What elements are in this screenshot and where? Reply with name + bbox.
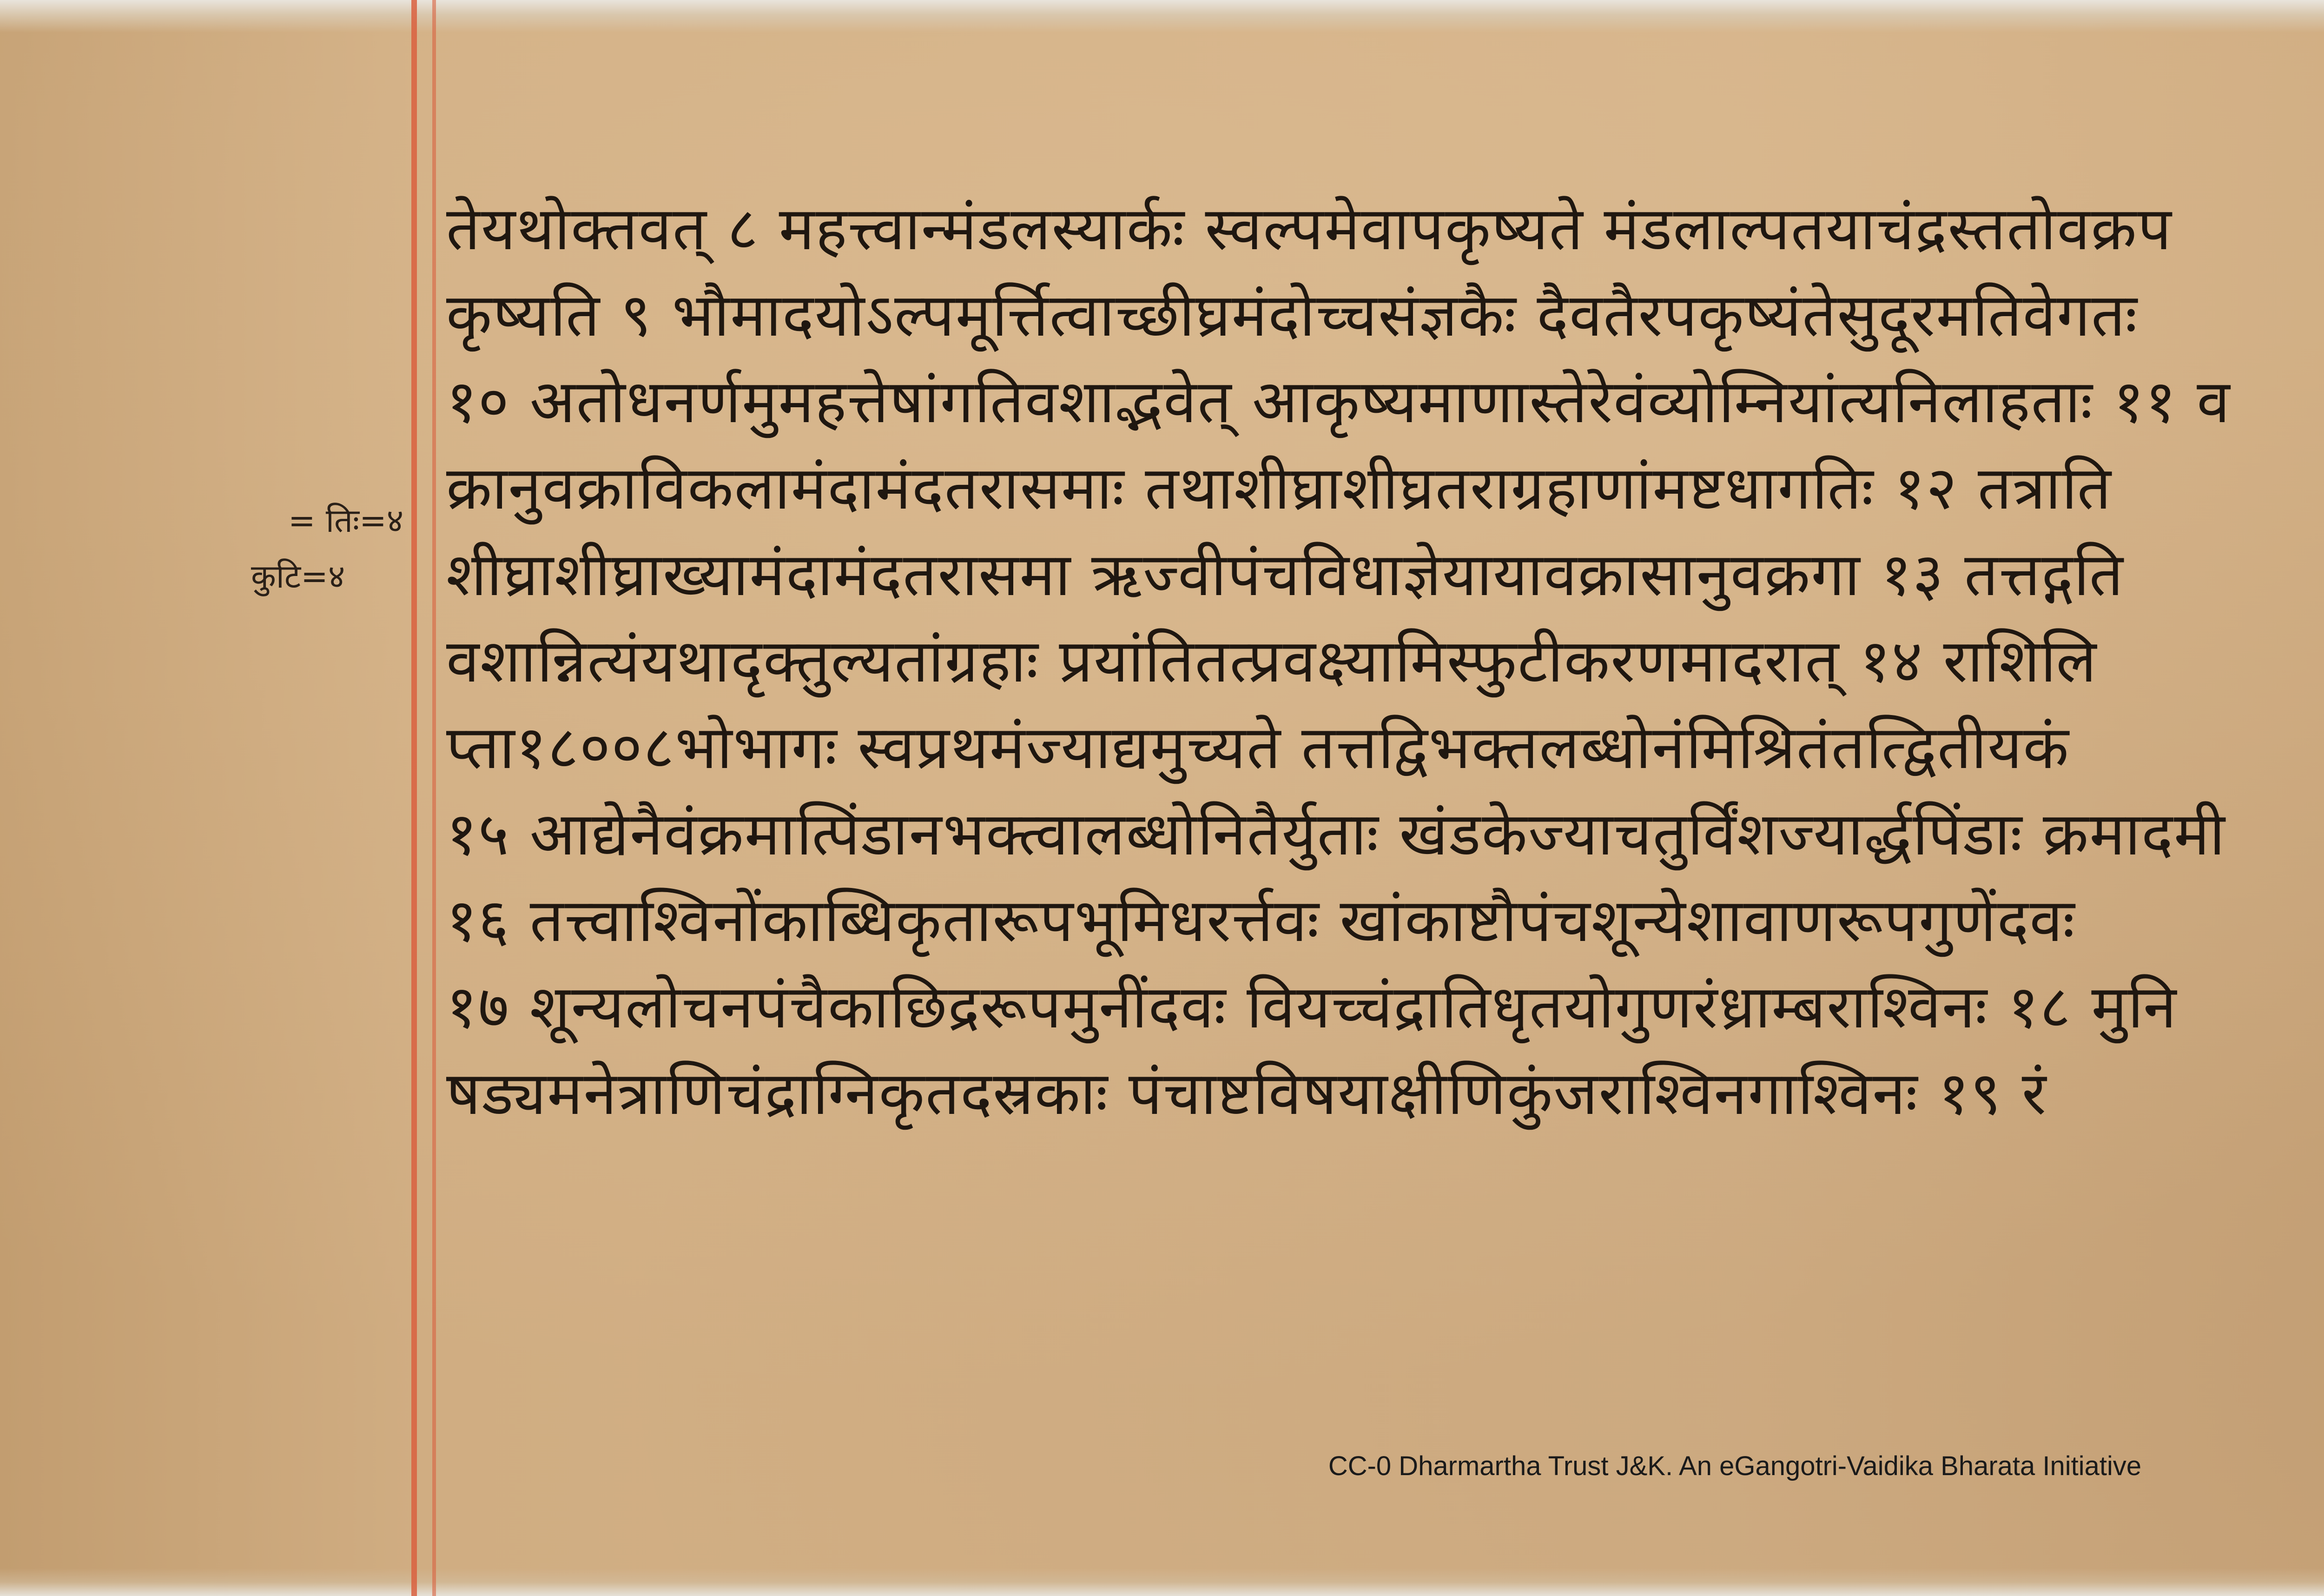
text-line: प्ता१८००८भोभागः स्वप्रथमंज्याद्यमुच्यते तत्तद्विभक्तलब्धोनंमिश्रितंतत्द्वितीयकं [446,713,2070,782]
manuscript-text [446,186,2324,1137]
text-line: तेयथोक्तवत् ८ महत्त्वान्मंडलस्यार्कः स्वल्पमेवापकृष्यते मंडलाल्पतयाचंद्रस्ततोवक्रप [446,194,2172,264]
margin-note: कुटि=४ [251,557,345,596]
left-margin-rule [411,0,417,1596]
digitization-credit: CC-0 Dharmartha Trust J&K. An eGangotri-Vaidika Bharata Initiative [1328,1451,2142,1481]
paper-top-edge [0,0,2324,33]
text-line: कृष्यति ९ भौमादयोऽल्पमूर्त्तित्वाच्छीघ्रमंदोच्चसंज्ञकैः दैवतैरपकृष्यंतेसुदूरमतिवेगतः [446,281,2138,350]
text-line: वशान्नित्यंयथादृक्तुल्यतांग्रहाः प्रयांतितत्प्रवक्ष्यामिस्फुटीकरणमादरात् १४ राशिलि [446,627,2098,696]
text-line: १५ आद्येनैवंक्रमात्पिंडानभक्त्वालब्धोनितैर्युताः खंडकेज्याचतुर्विंशज्यार्द्धपिंडाः क्रमादमी [446,800,2226,869]
text-line: १६ तत्त्वाश्विनोंकाब्धिकृतारूपभूमिधरर्त्तवः खांकाष्टौपंचशून्येशावाणरूपगुणेंदवः [446,886,2076,955]
text-line: १० अतोधनर्णमुमहत्तेषांगतिवशाद्भवेत् आकृष्यमाणास्तेरेवंव्योम्नियांत्यनिलाहताः ११ व [446,367,2231,437]
text-line: षड्यमनेत्राणिचंद्राग्निकृतदस्रकाः पंचाष्टविषयाक्षीणिकुंजराश्विनगाश्विनः १९ रं [446,1059,2047,1128]
text-line: शीघ्राशीघ्राख्यामंदामंदतरासमा ऋज्वीपंचविधाज्ञेयायावक्रासानुवक्रगा १३ तत्तद्गति [446,540,2124,609]
paper-bottom-edge [0,1568,2324,1596]
text-line: १७ शून्यलोचनपंचैकाछिद्ररूपमुनींदवः वियच्चंद्रातिधृतयोगुणरंध्राम्बराश्विनः १८ मुनि [446,973,2178,1042]
text-line: क्रानुवक्राविकलामंदामंदतरासमाः तथाशीघ्राशीघ्रतराग्रहाणांमष्टधागतिः १२ तत्राति [446,454,2112,523]
margin-note: = तिः=४ [288,502,404,540]
left-margin-rule-inner [432,0,436,1596]
